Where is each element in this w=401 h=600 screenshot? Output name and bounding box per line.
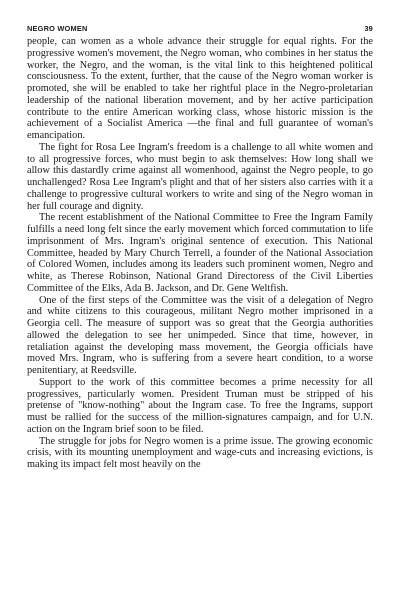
book-page: [27, 24, 373, 471]
running-header: [27, 24, 373, 35]
paragraph: The struggle for jobs for Negro women is a prime issue. The growing economic crisis, with its mounting unemployment and wage-cuts and increasing evictions, is making its impact felt most heavily on the: [27, 435, 373, 470]
paragraph: Support to the work of this committee becomes a prime necessity for all progressives, particularly women. President Truman must be stripped of his pretense of "know-nothing" about the Ingram case. To free the Ingrams, support must be rallied for the success of the million-signatures campaign, and for U.N. action on the Ingram brief soon to be filed.: [27, 376, 373, 435]
paragraph: people, can women as a whole advance their struggle for equal rights. For the progressive women's movement, the Negro woman, who combines in her status the worker, the Negro, and the woman, is the vital link to this heightened political consciousness. To the extent, further, that the cause of the Negro woman worker is promoted, she will be enabled to take her rightful place in the Negro-proletarian leadership of the national liberation movement, and by her active participation contribute to the entire American working class, whose historic mission is the achievement of a Socialist America —the final and full guarantee of woman's emancipation.: [27, 36, 373, 141]
paragraph: The recent establishment of the National Committee to Free the Ingram Family fulfills a need long felt since the early movement which forced commutation to life imprisonment of Mrs. Ingram's original sentence of execution. This National Committee, headed by Mary Church Terrell, a founder of the National Association of Colored Women, includes among its leaders such prominent women, Negro and white, as Therese Robinson, National Grand Directoress of the Civil Liberties Committee of the Elks, Ada B. Jackson, and Dr. Gene Weltfish.: [27, 212, 373, 294]
paragraph: The fight for Rosa Lee Ingram's freedom is a challenge to all white women and to all progressive forces, who must begin to ask themselves: How long shall we allow this dastardly crime against all womenhood, against the Negro people, to go unchallenged? Rosa Lee Ingram's plight and that of her sisters also carries with it a challenge to progressive cultural workers to write and sing of the Negro woman in her full courage and dignity.: [27, 141, 373, 212]
body-text: [27, 36, 373, 471]
paragraph: One of the first steps of the Committee was the visit of a delegation of Negro and white citizens to this courageous, militant Negro mother imprisoned in a Georgia cell. The measure of support was so great that the Georgia authorities allowed the delegation to see her unimpeded. Since that time, however, in retaliation against the developing mass movement, the Georgia officials have moved Mrs. Ingram, who is suffering from a severe heart condition, to a worse penitentiary, at Reedsville.: [27, 294, 373, 376]
running-title: NEGRO WOMEN: [27, 24, 88, 33]
page-number: 39: [364, 24, 373, 33]
